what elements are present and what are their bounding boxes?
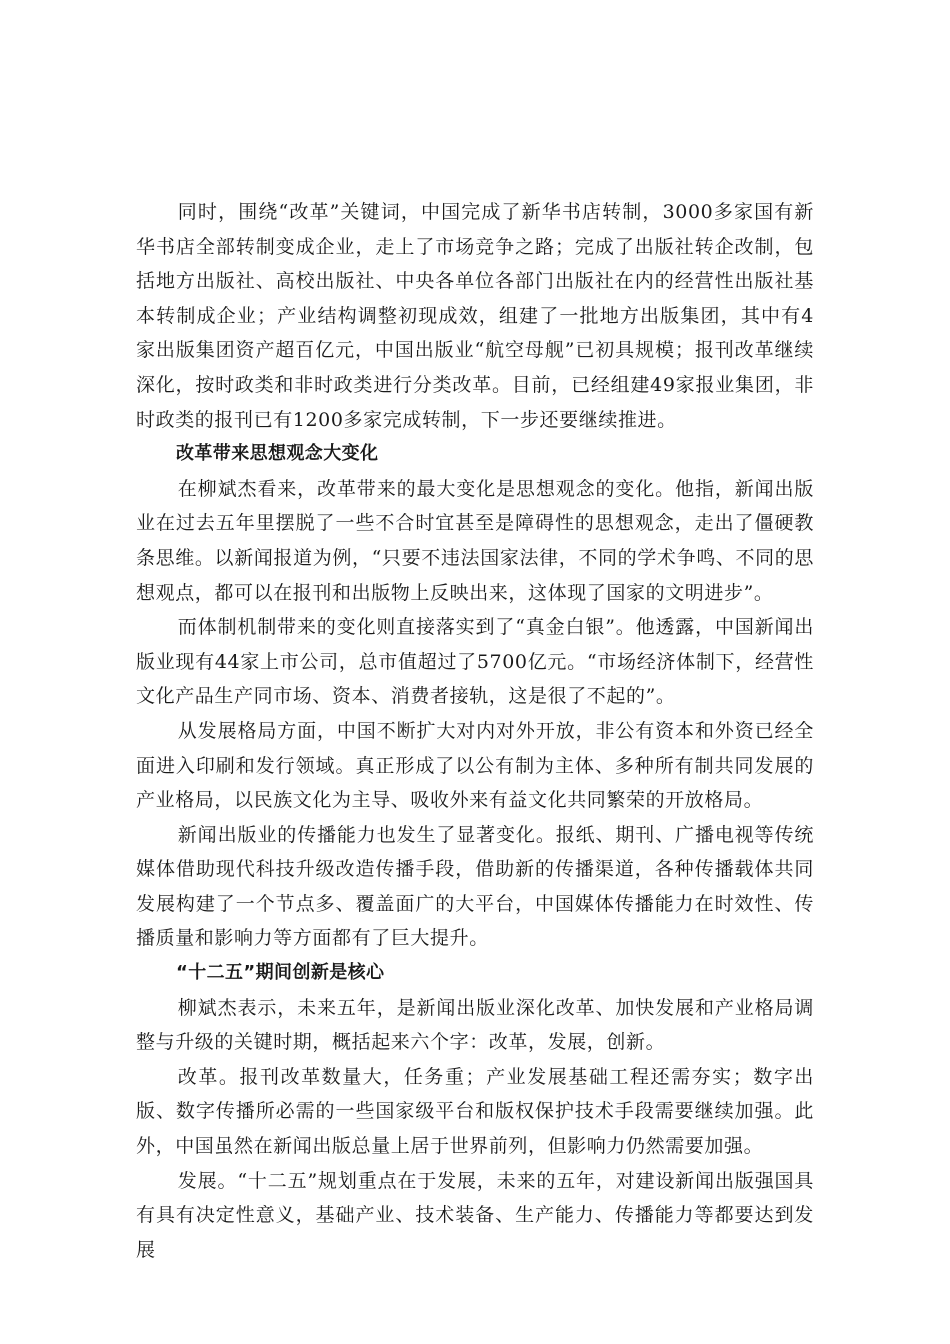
section-heading-innovation-core: “十二五”期间创新是核心 xyxy=(176,962,385,984)
paragraph-communication-capacity: 新闻出版业的传播能力也发生了显著变化。报纸、期刊、广播电视等传统媒体借助现代科技升级改造传播手段，借助新的传播渠道，各种传播载体共同发展构建了一个节点多、覆盖面广的大平台，中国媒体传播能力在时效性、传播质量和影响力等方面都有了巨大提升。 xyxy=(136,823,814,950)
paragraph-reform-summary: 同时，围绕“改革”关键词，中国完成了新华书店转制，3000多家国有新华书店全部转制变成企业，走上了市场竞争之路；完成了出版社转企改制，包括地方出版社、高校出版社、中央各单位各部门出版社在内的经营性出版社基本转制成企业；产业结构调整初现成效，组建了一批地方出版集团，其中有4家出版集团资产超百亿元，中国出版业“航空母舰”已初具规模；报刊改革继续深化，按时政类和非时政类进行分类改革。目前，已经组建49家报业集团，非时政类的报刊已有1200多家完成转制，下一步还要继续推进。 xyxy=(136,201,814,431)
paragraph-thinking-change: 在柳斌杰看来，改革带来的最大变化是思想观念的变化。他指，新闻出版业在过去五年里摆脱了一些不合时宜甚至是障碍性的思想观念，走出了僵硬教条思维。以新闻报道为例，“只要不违法国家法律，不同的学术争鸣、不同的思想观点，都可以在报刊和出版物上反映出来，这体现了国家的文明进步”。 xyxy=(136,477,814,604)
paragraph-development: 发展。“十二五”规划重点在于发展，未来的五年，对建设新闻出版强国具有具有决定性意义，基础产业、技术装备、生产能力、传播能力等都要达到发展 xyxy=(136,1169,814,1261)
paragraph-reform: 改革。报刊改革数量大，任务重；产业发展基础工程还需夯实；数字出版、数字传播所必需的一些国家级平台和版权保护技术手段需要继续加强。此外，中国虽然在新闻出版总量上居于世界前列，但影响力仍然需要加强。 xyxy=(136,1065,814,1158)
paragraph-five-year-outlook: 柳斌杰表示，未来五年，是新闻出版业深化改革、加快发展和产业格局调整与升级的关键时期，概括起来六个字：改革，发展，创新。 xyxy=(136,996,814,1054)
section-heading-thinking-change: 改革带来思想观念大变化 xyxy=(176,443,379,465)
paragraph-development-pattern: 从发展格局方面，中国不断扩大对内对外开放，非公有资本和外资已经全面进入印刷和发行领域。真正形成了以公有制为主体、多种所有制共同发展的产业格局，以民族文化为主导、吸收外来有益文化共同繁荣的开放格局。 xyxy=(136,719,814,812)
paragraph-market-value: 而体制机制带来的变化则直接落实到了“真金白银”。他透露，中国新闻出版业现有44家上市公司，总市值超过了5700亿元。“市场经济体制下，经营性文化产品生产同市场、资本、消费者接轨，这是很了不起的”。 xyxy=(136,616,814,708)
article-body xyxy=(136,195,814,1267)
